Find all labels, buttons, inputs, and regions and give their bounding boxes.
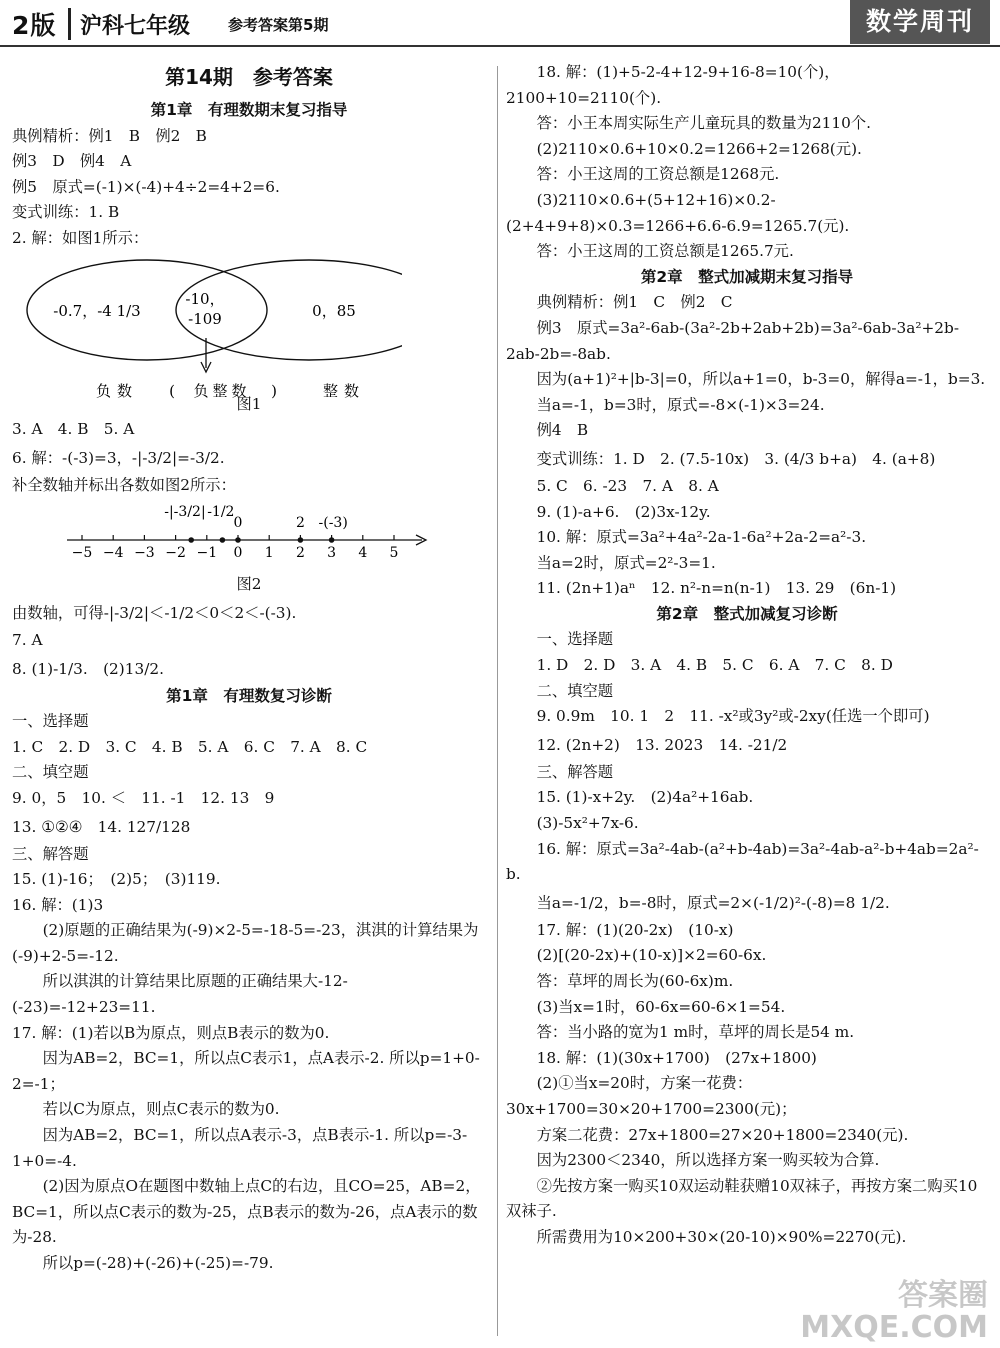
answer-line: 因为2300＜2340，所以选择方案一购买较为合算. [536,1151,880,1170]
venn-diagram [22,256,402,406]
left-column [12,60,486,1277]
number-line [12,500,486,580]
answer-line: 二、填空题 [12,763,89,782]
figure-2 [12,500,486,598]
answer-line: 12. (2n+2) 13. 2023 14. -21/2 [536,735,788,754]
venn-paren-close: ) [271,381,277,400]
answer-line: (3)2110×0.6+(5+12+16)×0.2-(2+4+9+8)×0.3=1266+6.6-6.9=1265.7(元). [506,190,850,235]
answer-line: 18. 解：(1)+5-2-4+12-9+16-8=10(个)，2100+10=2110(个). [506,63,840,107]
point-label-neg-abs: -|-3/2| [164,504,206,521]
answer-line: 例3 D 例4 A [12,152,132,171]
answer-line: 补全数轴并标出各数如图2所示： [12,475,236,494]
answer-line: 13. ①②④ 14. 127/128 [12,817,191,836]
venn-negative-numbers: -0.7，-4 1/3 [53,301,141,320]
answer-line: 18. 解：(1)(30x+1700) (27x+1800) [536,1048,817,1067]
section-heading: 第1章 有理数期末复习指导 [150,101,348,119]
issue-title: 第14期 参考答案 [165,65,333,89]
point-label-neg-half: -1/2 [207,504,235,521]
answer-line: 例4 B [536,421,589,440]
answer-line: 因为AB=2，BC=1，所以点C表示1，点A表示-2. 所以p=1+0-2=-1； [12,1049,480,1093]
answer-line: 10. 解：原式=3a²+4a²-2a-1-6a²+2a-2=a²-3. [536,528,867,547]
answer-line: 三、解答题 [536,762,614,781]
brand-title: 数学周刊 [850,0,990,44]
answer-line: (3)-5x²+7x-6. [536,814,639,833]
answer-line: 9. 0.9m 10. 1 2 11. -x²或3y²或-2xy(任选一个即可) [536,707,930,726]
answer-line: 二、填空题 [536,681,614,700]
answer-line: 16. 解：(1)3 [12,895,104,914]
answer-line: 17. 解：(1)(20-2x) (10-x) [536,920,734,939]
page-header [0,0,1000,46]
answer-line: 8. (1)-1/3. (2)13/2. [12,659,164,678]
answer-line: 答：小王本周实际生产儿童玩具的数量为2110个. [536,114,872,133]
answer-line: 答：小王这周的工资总额是1268元. [536,165,780,184]
answer-line: 9. (1)-a+6. (2)3x-12y. [536,502,711,521]
answer-line: (2)原题的正确结果为(-9)×2-5=-18-5=-23，淇淇的计算结果为(-9)+2-5=-12. [12,921,479,965]
header-divider [68,8,71,40]
answer-line: 典例精析：例1 C 例2 C [536,293,733,312]
answer-line: 17. 解：(1)若以B为原点，则点B表示的数为0. [12,1023,330,1042]
answer-line: 例3 原式=3a²-6ab-(3a²-2b+2ab+2b)=3a²-6ab-3a²+2b-2ab-2b=-8ab. [506,318,959,363]
answer-line: 因为(a+1)²+|b-3|=0，所以a+1=0，b-3=0，解得a=-1，b=3. [536,370,986,389]
venn-label-integer: 整数 [322,381,366,400]
answer-line: 3. A 4. B 5. A [12,420,135,439]
point-label-zero: 0 [233,515,243,532]
answer-line: 所需费用为10×200+30×(20-10)×90%=2270(元). [536,1227,907,1246]
column-separator [497,66,498,1336]
tick-label: 4 [358,545,368,562]
venn-label-negative-integer: 负整数 [193,381,251,400]
answer-line: 16. 解：原式=3a²-4ab-(a²+b-4ab)=3a²-4ab-a²-b+4ab=2a²-b. [506,839,979,884]
answer-line: 9. 0，5 10. ＜ 11. -1 12. 13 9 [12,788,275,807]
answer-line: ②先按方案一购买10双运动鞋获赠10双袜子，再按方案二购买10双袜子. [506,1176,978,1221]
tick-label: 5 [389,545,399,562]
section-heading: 第1章 有理数复习诊断 [166,686,332,705]
figure-1-caption: 图1 [236,394,262,413]
watermark-text: 答案圈 [898,1278,988,1313]
venn-paren-open: ( [169,381,175,400]
answer-line: 因为AB=2，BC=1，所以点A表示-3，点B表示-1. 所以p=-3-1+0=-4. [12,1126,468,1170]
answer-line: (2)2110×0.6+10×0.2=1266+2=1268(元). [536,139,862,158]
answer-line: 典例精析：例1 B 例2 B [12,126,207,145]
answer-line: 1. C 2. D 3. C 4. B 5. A 6. C 7. A 8. C [12,737,368,756]
answer-line: 6. 解：-(-3)=3，-|-3/2|=-3/2. [12,448,225,467]
grade-label: 沪科七年级 [80,14,191,39]
answer-line: (2)①当x=20时，方案一花费：30x+1700=30×20+1700=2300(元)； [506,1074,797,1118]
answer-line: (3)当x=1时，60-6x=60-6×1=54. [536,997,786,1016]
answer-line: 15. (1)-16； (2)5； (3)119. [12,870,221,889]
answer-line: 5. C 6. -23 7. A 8. A [536,476,719,495]
answer-line: 2. 解：如图1所示： [12,228,149,247]
answer-line: 所以淇淇的计算结果比原题的正确结果大-12-(-23)=-12+23=11. [12,972,348,1017]
answer-line: 一、选择题 [536,630,614,649]
header-rule [0,45,1000,47]
answer-line: (2)因为原点O在题图中数轴上点C的右边，且CO=25，AB=2，BC=1，所以点C表示的数为-25，点B表示的数为-26，点A表示的数为-28. [12,1177,481,1247]
answer-line: 方案二花费：27x+1800=27×20+1800=2340(元). [536,1125,909,1144]
tick-label: −1 [196,545,218,562]
answer-line: 变式训练：1. B [12,203,120,222]
answer-line: 答：当小路的宽为1 m时，草坪的周长是54 m. [536,1023,855,1042]
watermark [800,1280,988,1344]
point-marker [220,538,226,544]
tick-label: 3 [327,545,337,562]
answer-line: 若以C为原点，则点C表示的数为0. [42,1100,280,1119]
venn-integers: 0，85 [312,301,356,320]
point-label-neg-neg-three: -(-3) [318,515,348,532]
answer-line: 答：小王这周的工资总额是1265.7元. [536,242,794,261]
point-marker [188,538,194,544]
tick-label: 1 [264,545,274,562]
point-marker [298,538,304,544]
watermark-url: MXQE.COM [800,1310,988,1345]
figure-2-caption: 图2 [236,575,262,594]
answer-line: 所以p=(-28)+(-26)+(-25)=-79. [42,1254,274,1272]
tick-label: −2 [165,545,186,562]
answers-label: 参考答案第5期 [228,16,329,34]
point-marker [235,538,241,544]
answer-line: 一、选择题 [12,712,89,731]
answer-line: 11. (2n+1)aⁿ 12. n²-n=n(n-1) 13. 29 (6n-1) [536,579,897,598]
venn-negative-integers-1: -10， [185,289,225,308]
section-heading: 第2章 整式加减期末复习指导 [640,267,854,286]
answer-line: 1. D 2. D 3. A 4. B 5. C 6. A 7. C 8. D [536,656,893,675]
venn-negative-integers-2: -109 [188,309,222,328]
answer-line: 变式训练：1. D 2. (7.5-10x) 3. (4/3 b+a) 4. (a+8) [536,449,936,468]
answer-line: 答：草坪的周长为(60-6x)m. [536,972,734,990]
right-column [506,60,988,1251]
answer-line: 由数轴，可得-|-3/2|＜-1/2＜0＜2＜-(-3). [12,603,297,622]
edition-label: 2版 [12,11,57,40]
answer-line: (2)[(20-2x)+(10-x)]×2=60-6x. [536,946,767,965]
answer-line: 三、解答题 [12,844,89,863]
tick-label: −4 [102,545,124,562]
section-heading: 第2章 整式加减复习诊断 [656,604,838,623]
venn-label-negative: 负数 [95,381,139,400]
answer-line: 当a=2时，原式=2²-3=1. [536,553,716,572]
point-label-two: 2 [295,515,305,532]
figure-1 [12,256,486,418]
tick-label: −3 [134,545,155,562]
point-marker [329,538,335,544]
tick-label: 0 [233,545,243,562]
answer-line: 当a=-1/2，b=-8时，原式=2×(-1/2)²-(-8)=8 1/2. [536,893,890,912]
tick-label: 2 [295,545,305,562]
answer-line: 例5 原式=(-1)×(-4)+4÷2=4+2=6. [12,177,280,196]
answer-line: 7. A [12,630,43,649]
tick-label: −5 [71,545,93,562]
answer-line: 当a=-1，b=3时，原式=-8×(-1)×3=24. [536,395,825,414]
answer-line: 15. (1)-x+2y. (2)4a²+16ab. [536,788,754,807]
